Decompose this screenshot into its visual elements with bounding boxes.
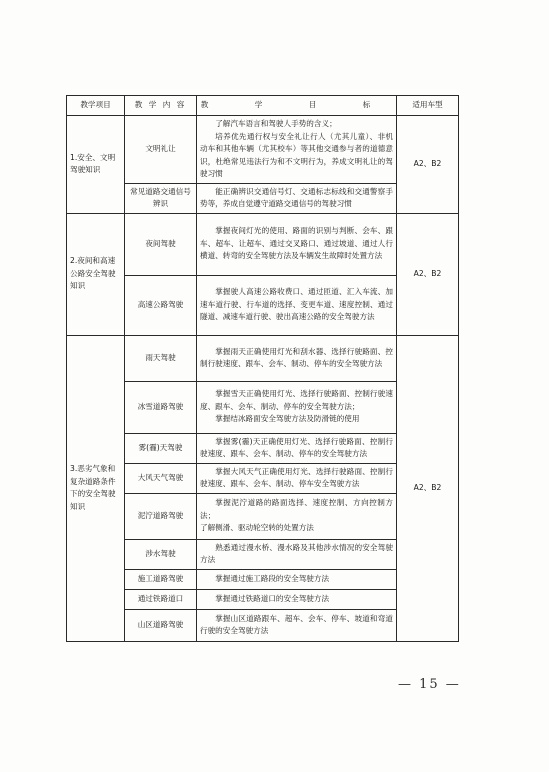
teaching-content-cell: 夜间驾驶 [125,213,197,275]
teaching-goal-text: 掌握夜间灯光的使用、路面的识别与判断、会车、跟车、超车、让超车、通过交叉路口、通过坡道、通过人行横道、转弯的安全驾驶方法及车辆发生故障时处置方法 [200,226,393,261]
teaching-goal-cell [197,213,397,275]
teaching-goal-cell [197,116,397,184]
teaching-goal-cell [197,589,397,609]
teaching-goal-text: 掌握驶人高速公路收费口、通过匝道、汇入车流、加速车道行驶、行车道的选择、变更车道、速度控制、通过隧道、减速车道行驶、驶出高速公路的安全驾驶方法 [200,287,393,322]
teaching-content-cell: 涉水驾驶 [125,539,197,569]
teaching-goal-cell [197,569,397,589]
teaching-content-cell: 雾(霾)天驾驶 [125,433,197,463]
teaching-goal-text: 掌握通过铁路道口的安全驾驶方法 [215,593,330,603]
vehicle-type-cell: A2、B2 [397,116,459,214]
page-number: — 15 — [398,677,461,692]
teaching-item-cell: 1.安全、文明驾驶知识 [67,116,125,214]
header-teaching-content: 教 学 内 容 [125,96,197,116]
teaching-content-cell: 泥泞道路驾驶 [125,493,197,539]
teaching-goal-text: 培养优先通行权与安全礼让行人（尤其儿童）、非机动车和其他车辆（尤其校车）等其他交通参与者的道德意识，杜绝常见违法行为和不文明行为，养成文明礼让的驾驶习惯 [200,131,393,178]
teaching-goal-text: 了解汽车语言和驾驶人手势的含义； [215,119,337,128]
teaching-content-cell: 山区道路驾驶 [125,609,197,641]
teaching-goal-text: 掌握通过施工路段的安全驾驶方法 [215,573,330,583]
teaching-goal-cell [197,275,397,335]
header-teaching-goal: 教 学 目 标 [197,96,397,116]
teaching-item-cell: 2.夜间和高速公路安全驾驶知识 [67,213,125,335]
table-row [67,116,459,184]
teaching-content-cell: 冰雪道路驾驶 [125,381,197,433]
header-teaching-item: 教学项目 [67,96,125,116]
header-vehicle-type: 适用车型 [397,96,459,116]
teaching-goal-cell [197,335,397,381]
teaching-content-cell: 常见道路交通信号辨识 [125,183,197,213]
teaching-goal-text: 掌握雾(霾)天正确使用灯光、选择行驶路面、控制行驶速度、跟车、会车、制动、停车的安全驾驶方法 [200,436,393,458]
teaching-goal-text: 掌握山区道路跟车、超车、会车、停车、坡道和弯道行驶的安全驾驶方法 [200,613,393,635]
teaching-content-cell: 高速公路驾驶 [125,275,197,335]
teaching-goal-text: 掌握泥泞道路的路面选择、速度控制、方向控制方法； [200,498,393,520]
teaching-content-cell: 施工道路驾驶 [125,569,197,589]
teaching-item-cell: 3.恶劣气象和复杂道路条件下的安全驾驶知识 [67,335,125,641]
teaching-content-cell: 大风天气驾驶 [125,463,197,493]
teaching-goal-text: 掌握雨天正确使用灯光和刮水器、选择行驶路面、控制行驶速度、跟车、会车、制动、停车的安全驾驶方法 [200,346,393,368]
teaching-goal-cell [197,183,397,213]
teaching-goal-text: 掌握结冰路面安全驾驶方法及防滑链的使用 [215,414,360,424]
teaching-goal-cell [197,609,397,641]
teaching-goal-text: 掌握雪天正确使用灯光、选择行驶路面、控制行驶速度、跟车、会车、制动、停车的安全驾驶方法； [200,389,393,411]
curriculum-table [66,95,459,642]
teaching-goal-text: 了解侧滑、驱动轮空转的处置方法 [200,523,314,533]
teaching-goal-cell [197,493,397,539]
table-row [67,335,459,381]
teaching-content-cell: 雨天驾驶 [125,335,197,381]
table-header-row [67,96,459,116]
teaching-goal-text: 熟悉通过漫水桥、漫水路及其他涉水情况的安全驾驶方法 [200,542,393,564]
teaching-goal-cell [197,381,397,433]
teaching-goal-text: 掌握大风天气正确使用灯光、选择行驶路面、控制行驶速度、跟车、会车、制动、停车安全驾驶方法 [200,466,393,488]
teaching-content-cell: 通过铁路道口 [125,589,197,609]
teaching-content-cell: 文明礼让 [125,116,197,184]
teaching-goal-cell [197,463,397,493]
teaching-goal-cell [197,433,397,463]
vehicle-type-cell: A2、B2 [397,335,459,641]
teaching-goal-text: 能正确辨识交通信号灯、交通标志标线和交通警察手势等，养成自觉遵守道路交通信号的驾驶习惯 [200,186,393,208]
table-row [67,213,459,275]
vehicle-type-cell: A2、B2 [397,213,459,335]
teaching-goal-cell [197,539,397,569]
